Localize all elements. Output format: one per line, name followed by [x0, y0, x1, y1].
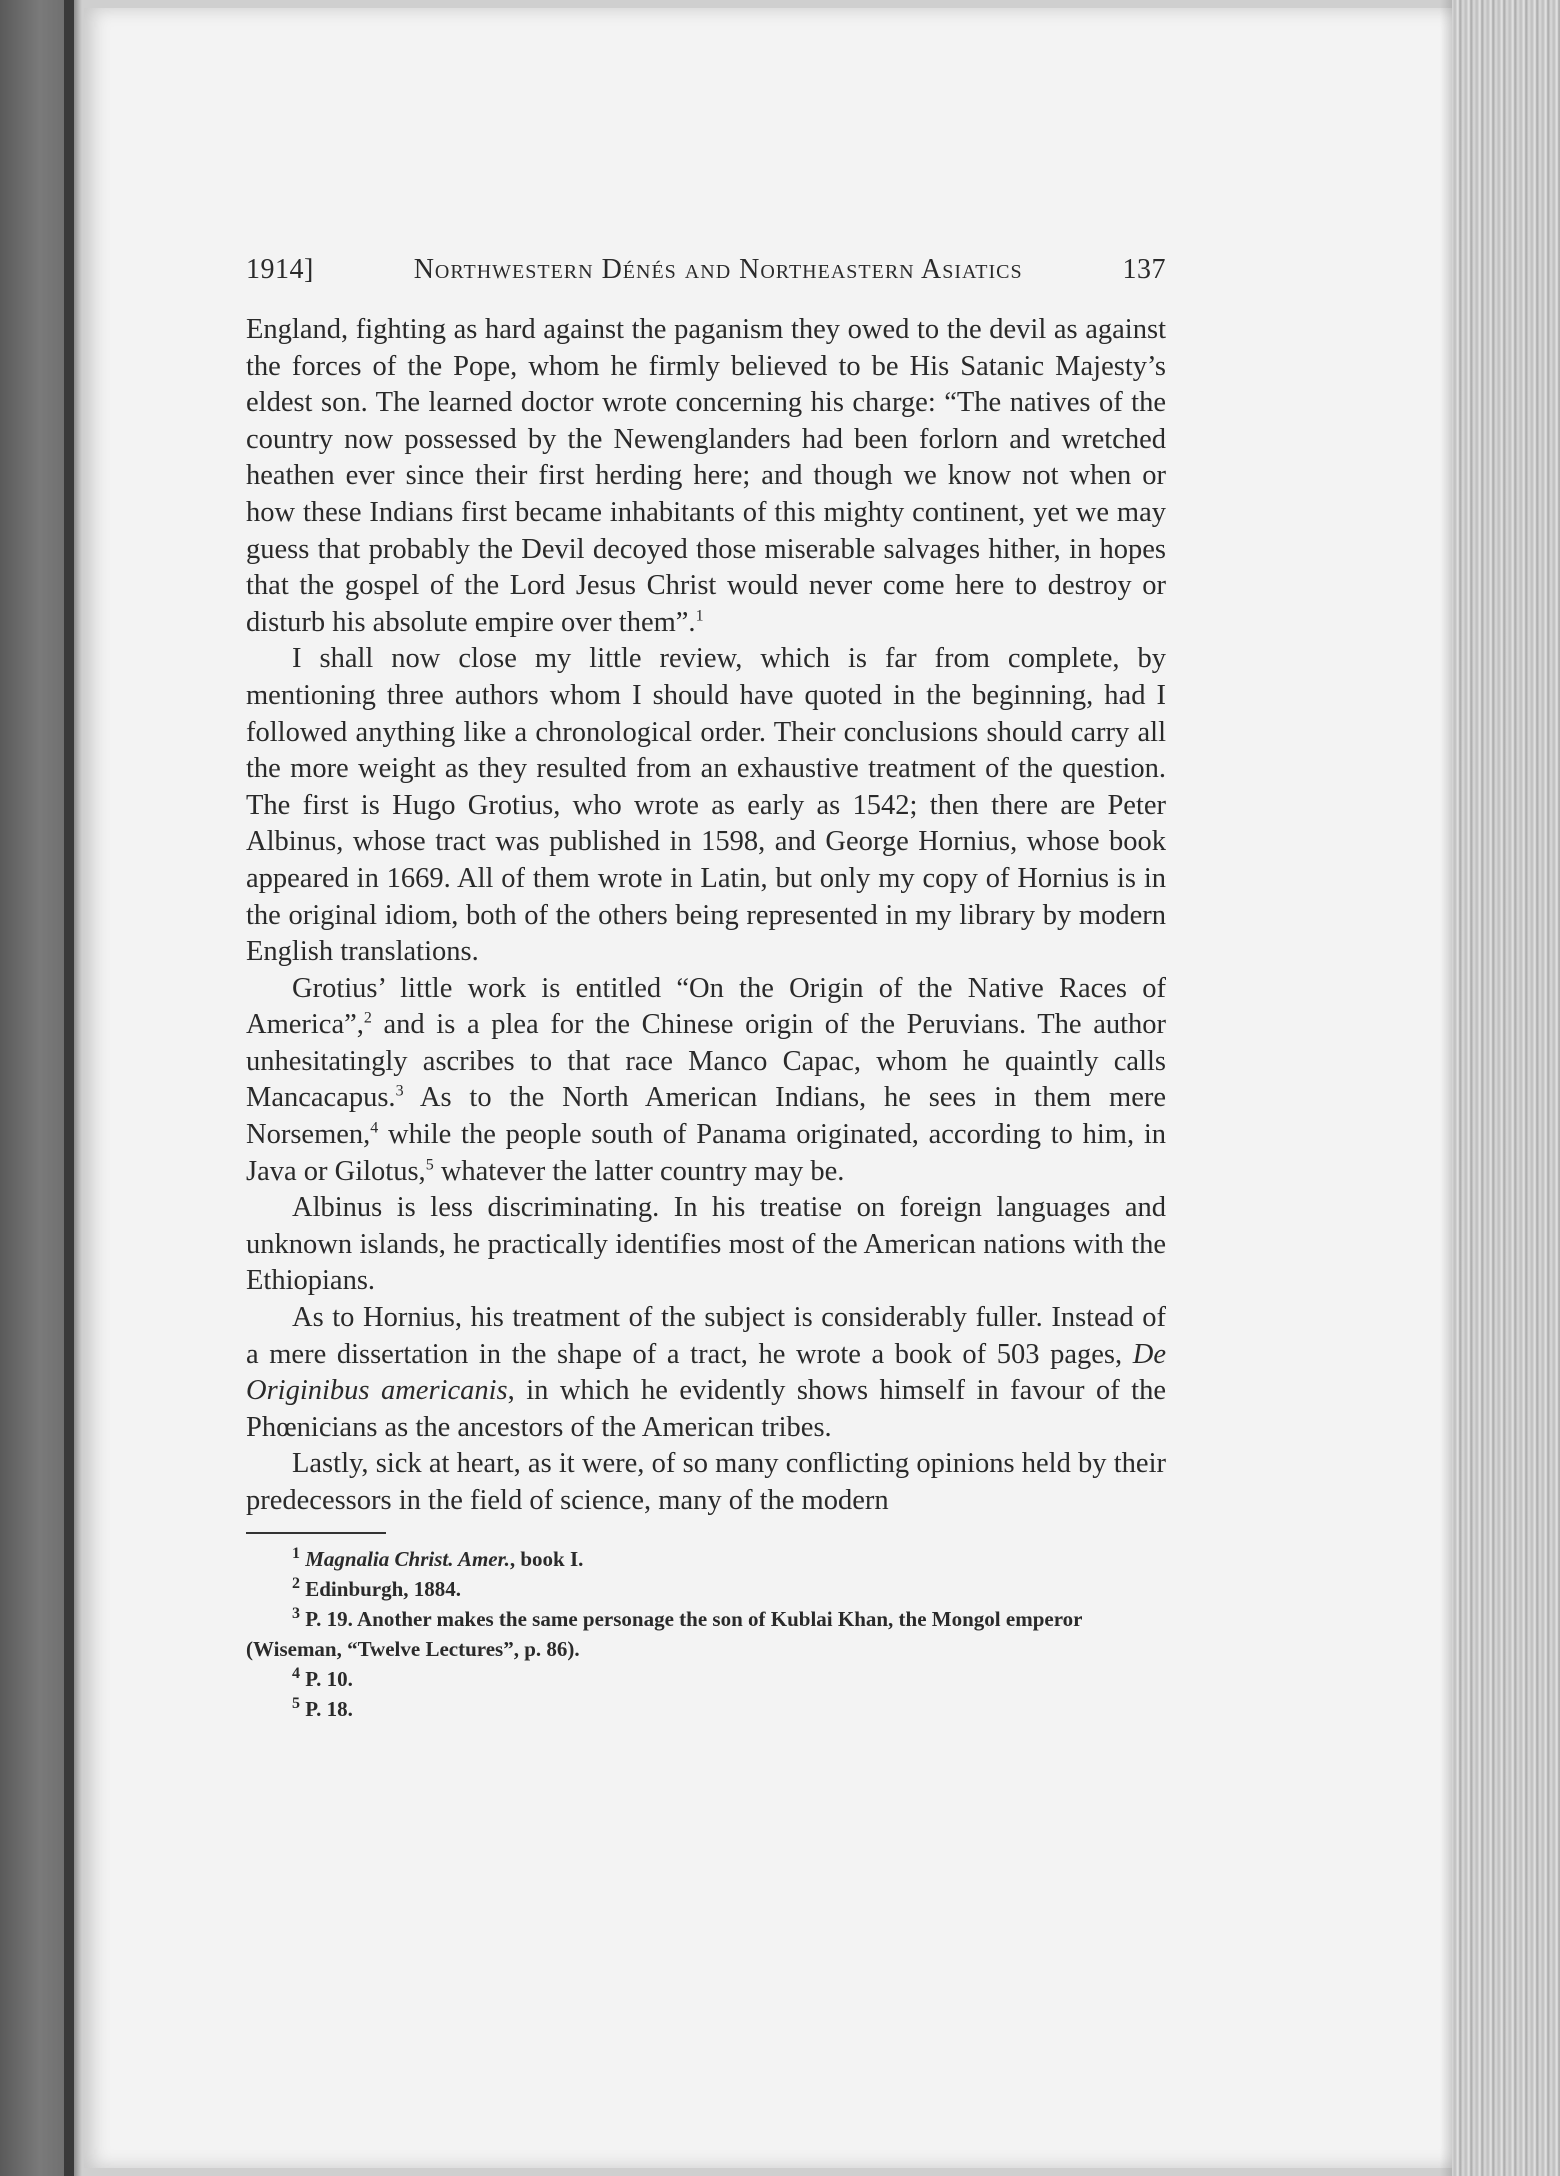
text-segment: England, fighting as hard against the paganism they owed to the devil as against the forces of the Pope, whom he firmly believed to be His Satanic Majesty’s eldest son. The learned doctor wrote concerning his charge: “The natives of the country now possessed by the Newenglanders had been forlorn and wretched heathen ever since their first herding here; and though we know not when or how these Indians first became inhabitants of this mighty continent, yet we may guess that probably the Devil decoyed those miserable salvages hither, in hopes that the gospel of the Lord Jesus Christ would never come here to destroy or disturb his absolute empire over them”.	[246, 314, 1166, 638]
text-segment: P. 10.	[305, 1666, 353, 1691]
footnote-number: 5	[292, 1694, 300, 1712]
paragraph	[246, 971, 1166, 1191]
footnote-ref: 2	[363, 1009, 372, 1027]
paragraph	[246, 312, 1166, 641]
text-segment: while the people south of Panama originated, according to him, in Java or Gilotus,	[246, 1119, 1166, 1187]
body-text	[246, 312, 1166, 1520]
text-segment: , in which he evidently shows himself in favour of the Phœnicians as the ancestors of the American tribes.	[246, 1375, 1166, 1443]
text-segment: whatever the latter country may be.	[433, 1155, 845, 1187]
footnote-rule	[246, 1532, 386, 1534]
paragraph	[246, 641, 1166, 970]
footnote	[246, 1574, 1166, 1604]
footnote-ref: 3	[395, 1082, 404, 1100]
footnote-ref: 5	[425, 1156, 434, 1174]
binding-gutter	[64, 0, 74, 2176]
text-segment: Edinburgh, 1884.	[305, 1576, 462, 1601]
text-segment: As to Hornius, his treatment of the subject is considerably fuller. Instead of a mere dissertation in the shape of a tract, he wrote a book of 503 pages,	[246, 1302, 1166, 1370]
italic-text: Magnalia Christ. Amer.	[305, 1546, 510, 1571]
footnote-number: 3	[292, 1604, 300, 1622]
text-segment: Grotius’ little work is entitled “On the Origin of the Native Races of America”,	[246, 972, 1166, 1041]
footnote-number: 1	[292, 1544, 300, 1562]
italic-text: De Originibus americanis	[246, 1338, 1166, 1407]
paragraph	[246, 1190, 1166, 1300]
footnotes	[246, 1544, 1166, 1724]
footnote	[246, 1544, 1166, 1574]
text-segment: and is a plea for the Chinese origin of the Peruvians. The author unhesitatingly ascribes to that race Manco Capac, whom he quaintly calls Mancacapus.	[246, 1009, 1166, 1114]
page-edges	[1452, 0, 1560, 2176]
text-segment: Albinus is less discriminating. In his treatise on foreign languages and unknown islands, he practically identifies most of the American nations with the Ethiopians.	[246, 1192, 1166, 1297]
footnote-ref: 1	[695, 607, 704, 625]
page-number: 137	[1122, 254, 1166, 285]
text-segment: As to the North American Indians, he sees in them mere Norsemen,	[246, 1082, 1166, 1151]
footnote-number: 2	[292, 1574, 300, 1592]
text-segment: Lastly, sick at heart, as it were, of so many conflicting opinions held by their predecessors in the field of science, many of the modern	[246, 1448, 1166, 1516]
running-head	[246, 254, 1166, 294]
footnote-number: 4	[292, 1664, 300, 1682]
header-year: 1914]	[246, 254, 314, 285]
paragraph	[246, 1446, 1166, 1519]
text-segment: , book I.	[509, 1546, 584, 1571]
footnote-ref: 4	[370, 1119, 379, 1137]
footnote	[246, 1664, 1166, 1694]
footnote	[246, 1604, 1166, 1664]
text-segment: P. 18.	[305, 1696, 353, 1721]
text-segment: P. 19. Another makes the same personage the son of Kublai Khan, the Mongol emperor (Wiseman, “Twelve Lectures”, p. 86).	[246, 1606, 1083, 1661]
paragraph	[246, 1300, 1166, 1446]
text-segment: I shall now close my little review, which is far from complete, by mentioning three authors whom I should have quoted in the beginning, had I followed anything like a chronological order. Their conclusions should carry all the more weight as they resulted from an exhaustive treatment of the question. The first is Hugo Grotius, who wrote as early as 1542; then there are Peter Albinus, whose tract was published in 1598, and George Hornius, whose book appeared in 1669. All of them wrote in Latin, but only my copy of Hornius is in the original idiom, both of the others being represented in my library by modern English translations.	[246, 643, 1166, 968]
text-block	[246, 254, 1166, 1724]
footnote	[246, 1694, 1166, 1724]
header-title: Northwestern Dénés and Northeastern Asiatics	[413, 254, 1023, 285]
